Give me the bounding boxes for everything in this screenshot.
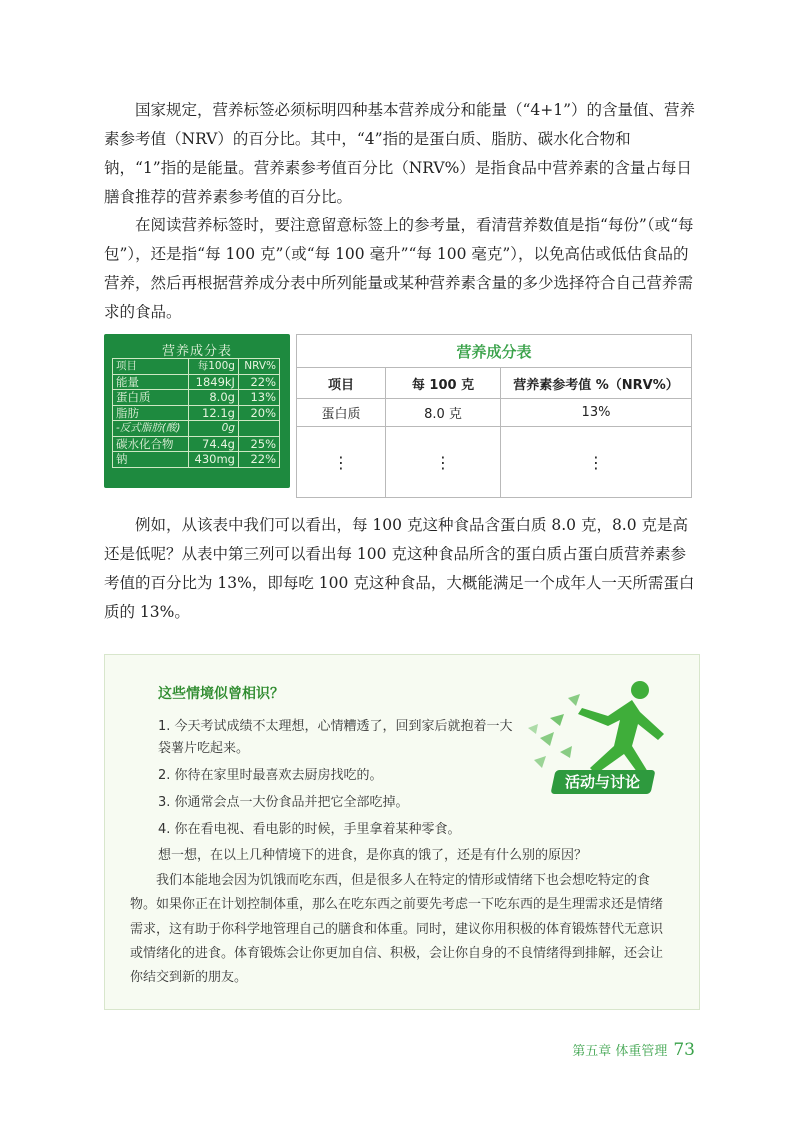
situation-item-2: 2. 你待在家里时最喜欢去厨房找吃的。 xyxy=(158,768,383,783)
body-paragraph-3: 例如，从该表中我们可以看出，每 100 克这种食品含蛋白质 8.0 克，8.0 克是高还是低呢？从表中第三列可以看出每 100 克这种食品所含的蛋白质占蛋白质营养素参考值的百分比为 13%，即每吃 100 克这种食品，大概能满足一个成年人一天所需蛋白质的 13%。 xyxy=(104,516,695,621)
label-cell: 1849kJ xyxy=(188,374,238,390)
label-cell: 脂肪 xyxy=(113,405,189,421)
label-cell: 13% xyxy=(238,390,279,406)
label-cell: 钠 xyxy=(113,452,189,468)
label-cell: 碳水化合物 xyxy=(113,436,189,452)
label-cell: 20% xyxy=(238,405,279,421)
nutrition-facts-table xyxy=(296,334,692,498)
page-number: 73 xyxy=(673,1040,695,1060)
label-cell: 8.0g xyxy=(188,390,238,406)
label-table xyxy=(112,358,280,468)
reflection-question: 想一想，在以上几种情境下的进食，是你真的饿了，还是有什么别的原因？ xyxy=(158,848,588,863)
label-cell: 430mg xyxy=(188,452,238,468)
box-explanation: 我们本能地会因为饥饿而吃东西，但是很多人在特定的情形或情绪下也会想吃特定的食物。如果你正在计划控制体重，那么在吃东西之前要先考虑一下吃东西的是生理需求还是情绪需求，这有助于你科学地管理自己的膳食和体重。同时，建议你用积极的体育锻炼替代无意识或情绪化的进食。体育锻炼会让你更加自信、积极，会让你自身的不良情绪得到排解，还会让你结交到新的朋友。 xyxy=(130,873,664,986)
label-cell: 能量 xyxy=(113,374,189,390)
activity-box-title: 这些情境似曾相识？ xyxy=(158,686,284,702)
body-paragraph-1: 国家规定，营养标签必须标明四种基本营养成分和能量（“4+1”）的含量值、营养素参考值（NRV）的百分比。其中，“4”指的是蛋白质、脂肪、碳水化合物和钠，“1”指的是能量。营养素参考值百分比（NRV%）是指食品中营养素的含量占每日膳食推荐的营养素参考值的百分比。 xyxy=(104,101,696,206)
table-cell: 蛋白质 xyxy=(297,399,386,427)
table-header-item: 项目 xyxy=(297,368,386,399)
label-cell: 22% xyxy=(238,374,279,390)
situation-item-4: 4. 你在看电视、看电影的时候，手里拿着某种零食。 xyxy=(158,822,461,837)
table-cell: 13% xyxy=(501,399,692,427)
label-cell: 蛋白质 xyxy=(113,390,189,406)
table-header-nrv: 营养素参考值 %（NRV%） xyxy=(501,368,692,399)
table-caption: 营养成分表 xyxy=(297,335,692,368)
body-paragraph-2: 在阅读营养标签时，要注意留意标签上的参考量，看清营养数值是指“每份”（或“每包”），还是指“每 100 克”（或“每 100 毫升”“每 100 毫克”），以免高估或低估食品的营养，然后再根据营养成分表中所列能量或某种营养素含量的多少选择符合自己营养需求的食品。 xyxy=(104,216,694,321)
label-cell xyxy=(238,421,279,437)
table-ellipsis: ⋮ xyxy=(386,427,501,498)
chapter-title: 第五章 体重管理 xyxy=(572,1044,668,1059)
table-ellipsis: ⋮ xyxy=(501,427,692,498)
activity-badge-label: 活动与讨论 xyxy=(565,773,641,791)
situation-item-1: 1. 今天考试成绩不太理想，心情糟透了，回到家后就抱着一大袋薯片吃起来。 xyxy=(158,719,513,756)
label-cell: 74.4g xyxy=(188,436,238,452)
situation-item-3: 3. 你通常会点一大份食品并把它全部吃掉。 xyxy=(158,795,409,810)
label-cell: -反式脂肪(酸) xyxy=(113,421,189,437)
label-header: 项目 xyxy=(113,359,189,375)
table-header-per100: 每 100 克 xyxy=(386,368,501,399)
table-cell: 8.0 克 xyxy=(386,399,501,427)
label-header: 每100g xyxy=(188,359,238,375)
label-cell: 22% xyxy=(238,452,279,468)
label-cell: 12.1g xyxy=(188,405,238,421)
page-footer xyxy=(572,1040,695,1060)
label-cell: 0g xyxy=(188,421,238,437)
label-cell: 25% xyxy=(238,436,279,452)
label-header: NRV% xyxy=(238,359,279,375)
label-title: 营养成分表 xyxy=(161,344,232,359)
activity-badge xyxy=(550,770,655,794)
nutrition-label-photo xyxy=(104,334,290,488)
table-ellipsis: ⋮ xyxy=(297,427,386,498)
